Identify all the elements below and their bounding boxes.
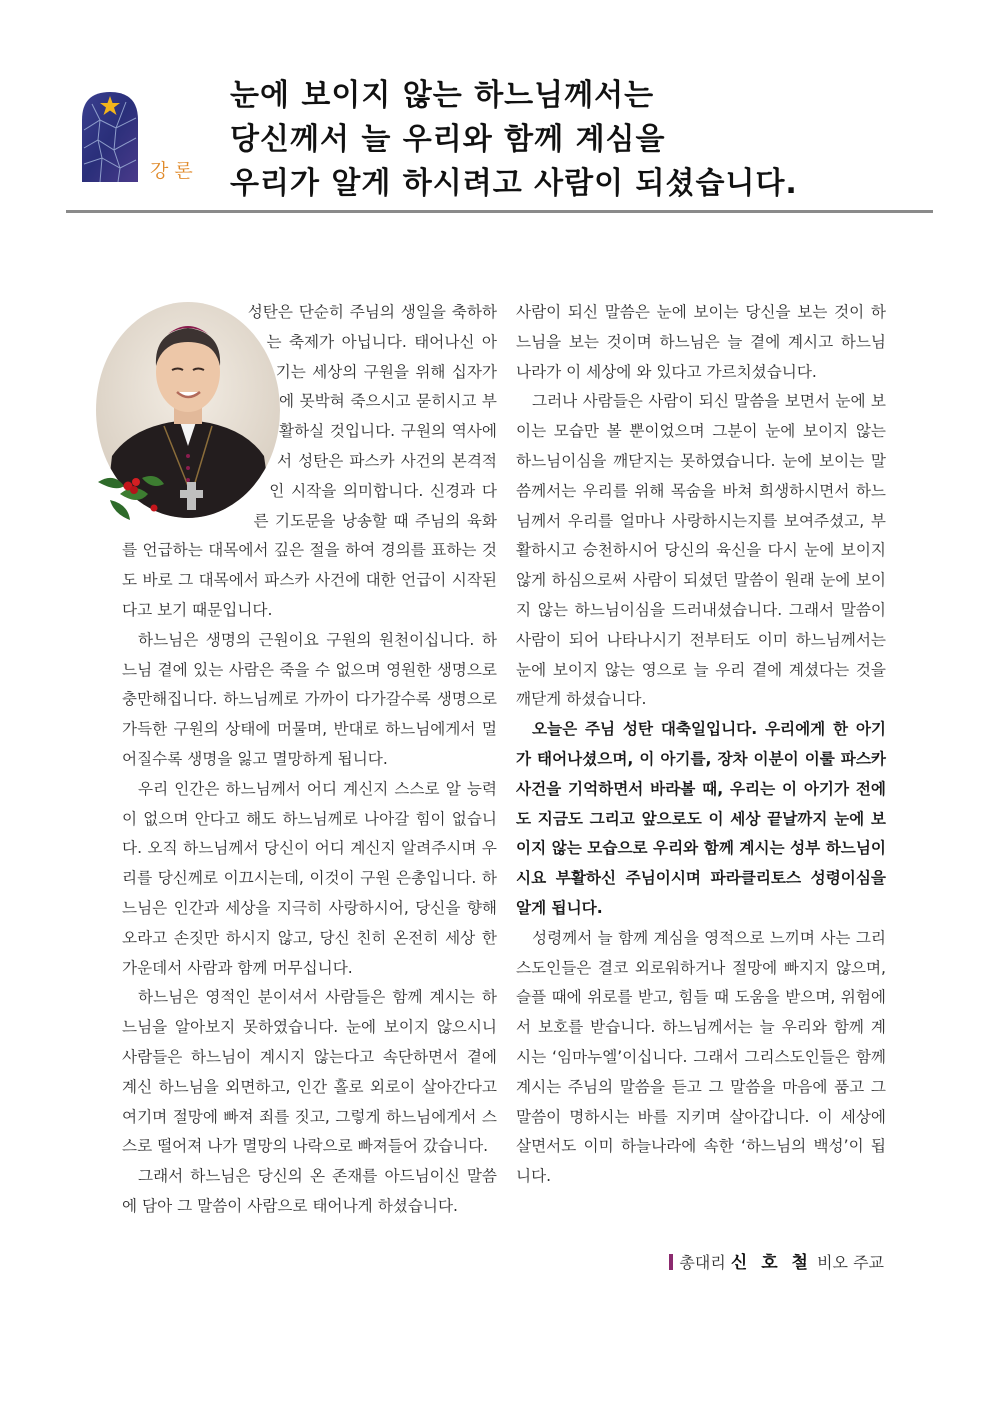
author-title: 비오 주교 bbox=[817, 1253, 884, 1272]
body-column-left bbox=[122, 298, 497, 1222]
page-title bbox=[230, 74, 798, 206]
paragraph: 사람이 되신 말씀은 눈에 보이는 당신을 보는 것이 하느님을 보는 것이며 하느님은 늘 곁에 계시고 하느님 나라가 이 세상에 와 있다고 가르치셨습니다. bbox=[516, 303, 886, 381]
paragraph: 성령께서 늘 함께 계심을 영적으로 느끼며 사는 그리스도인들은 결코 외로워하거나 절망에 빠지지 않으며, 슬플 때에 위로를 받고, 힘들 때 도움을 받으며, 위험에서 보호를 받습니다. 하느님께서는 늘 우리와 함께 계시는 ‘임마누엘’이십니다. 그래서 그리스도인들은 함께 계시는 주님의 말씀을 듣고 그 말씀을 마음에 품고 그 말씀이 명하시는 바를 지키며 살아갑니다. 이 세상에 살면서도 이미 하늘나라에 속한 ‘하느님의 백성’이 됩니다. bbox=[516, 928, 886, 1186]
header-divider bbox=[66, 210, 933, 213]
highlight-paragraph: 오늘은 주님 성탄 대축일입니다. 우리에게 한 아기가 태어나셨으며, 이 아기를, 장차 이분이 이룰 파스카 사건을 기억하면서 바라볼 때, 우리는 이 아기가 전에도 지금도 그리고 앞으로도 이 세상 끝날까지 눈에 보이지 않는 모습으로 우리와 함께 계시는 성부 하느님이시요 부활하신 주님이시며 파라클리토스 성령이심을 알게 됩니다. bbox=[516, 720, 886, 917]
title-line: 당신께서 늘 우리와 함께 계심을 bbox=[230, 122, 666, 157]
paragraph: 하느님은 영적인 분이셔서 사람들은 함께 계시는 하느님을 알아보지 못하였습니다. 눈에 보이지 않으시니 사람들은 하느님이 계시지 않는다고 속단하면서 곁에 계신 하느님을 외면하고, 인간 홀로 외로이 살아간다고 여기며 절망에 빠져 죄를 짓고, 그렇게 하느님에게서 스스로 떨어져 나가 멸망의 나락으로 빠져들어 갔습니다. bbox=[122, 988, 497, 1156]
paragraph: 그래서 하느님은 당신의 온 존재를 아드님이신 말씀에 담아 그 말씀이 사람으로 태어나게 하셨습니다. bbox=[122, 1167, 497, 1215]
signature-bar bbox=[669, 1254, 673, 1270]
portrait-spacer bbox=[122, 298, 280, 534]
author-name: 신 호 철 bbox=[730, 1253, 812, 1273]
author-role: 총대리 bbox=[679, 1253, 726, 1272]
title-line: 눈에 보이지 않는 하느님께서는 bbox=[230, 78, 655, 113]
paragraph: 하느님은 생명의 근원이요 구원의 원천이십니다. 하느님 곁에 있는 사람은 죽을 수 없으며 영원한 생명으로 충만해집니다. 하느님께로 가까이 다가갈수록 생명으로 가득한 구원의 상태에 머물며, 반대로 하느님에게서 멀어질수록 생명을 잃고 멸망하게 됩니다. bbox=[122, 630, 497, 768]
paragraph: 성탄은 단순히 주님의 생일을 축하하는 축제가 아닙니다. 태어나신 아기는 세상의 구원을 위해 십자가에 못박혀 죽으시고 묻히시고 부활하실 것입니다. 구원의 역사에서 성탄은 파스카 사건의 본격적인 시작을 의미합니다. 신경과 다른 기도문을 낭송할 때 주님의 육화를 언급하는 대목에서 깊은 절을 하여 경의를 표하는 것도 바로 그 대목에서 파스카 사건에 대한 언급이 시작된다고 보기 때문입니다. bbox=[122, 303, 497, 619]
author-signature bbox=[669, 1248, 884, 1273]
body-column-right bbox=[516, 298, 886, 1192]
paragraph: 그러나 사람들은 사람이 되신 말씀을 보면서 눈에 보이는 모습만 볼 뿐이었으며 그분이 눈에 보이지 않는 하느님이심을 깨닫지는 못하였습니다. 눈에 보이는 말씀께서는 우리를 위해 목숨을 바쳐 희생하시면서 하느님께서 우리를 얼마나 사랑하시는지를 보여주셨고, 부활하시고 승천하시어 당신의 육신을 다시 눈에 보이지 않게 하심으로써 사람이 되셨던 말씀이 원래 눈에 보이지 않는 하느님이심을 드러내셨습니다. 그래서 말씀이 사람이 되어 나타나시기 전부터도 이미 하느님께서는 눈에 보이지 않는 영으로 늘 우리 곁에 계셨다는 것을 깨닫게 하셨습니다. bbox=[516, 392, 886, 709]
paragraph: 우리 인간은 하느님께서 어디 계신지 스스로 알 능력이 없으며 안다고 해도 하느님께로 나아갈 힘이 없습니다. 오직 하느님께서 당신이 어디 계신지 알려주시며 우리를 당신께로 이끄시는데, 이것이 구원 은총입니다. 하느님은 인간과 세상을 지극히 사랑하시어, 당신을 향해 오라고 손짓만 하시지 않고, 당신 친히 온전히 세상 한가운데서 사람과 함께 머무십니다. bbox=[122, 779, 497, 977]
section-label: 강론 bbox=[150, 160, 199, 182]
title-line: 우리가 알게 하시려고 사람이 되셨습니다. bbox=[230, 166, 798, 201]
stained-glass-star-icon bbox=[80, 90, 140, 182]
